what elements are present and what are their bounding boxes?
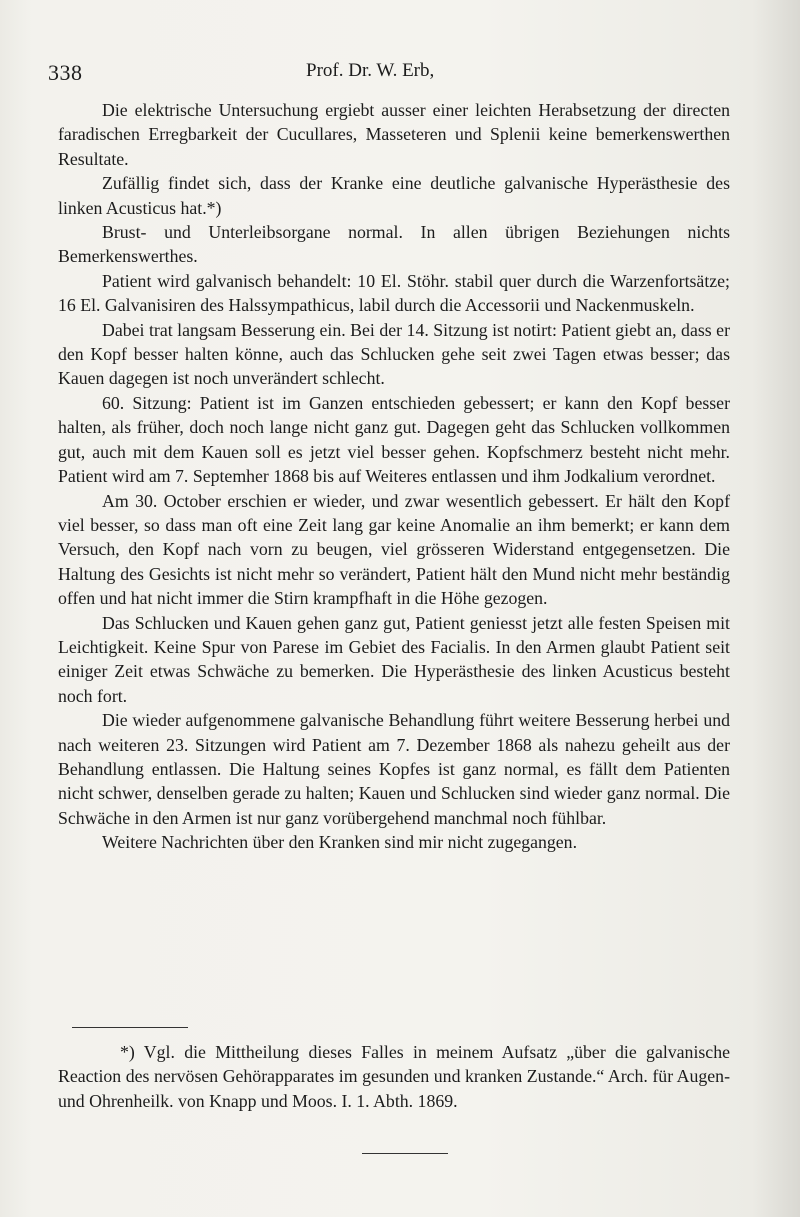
page-header (48, 60, 748, 90)
paragraph: Patient wird galvanisch behandelt: 10 El. Stöhr. stabil quer durch die Warzenfortsätze; 16 El. Galvanisiren des Halssympathicus, labil durch die Accessorii und Nackenmuskeln. (58, 270, 730, 316)
paragraph: Dabei trat langsam Besserung ein. Bei der 14. Sitzung ist notirt: Patient giebt an, dass er den Kopf besser halten könne, auch das Schlucken gehe seit zwei Tagen etwas besser; das Kauen dagegen ist noch unverändert schlecht. (58, 319, 730, 389)
page-number: 338 (48, 60, 83, 85)
running-head: Prof. Dr. W. Erb, (306, 60, 435, 81)
paragraph: Am 30. October erschien er wieder, und zwar wesentlich gebessert. Er hält den Kopf viel besser, so dass man oft eine Zeit lang gar keine Anomalie an ihm bemerkt; er kann dem Versuch, den Kopf nach vorn zu beugen, viel grösseren Widerstand entgegensetzen. Die Haltung des Gesichts ist nicht mehr so verändert, Patient hält den Mund nicht mehr beständig offen und hat nicht immer die Stirn krampfhaft in die Höhe gezogen. (58, 490, 730, 609)
paragraph: Die elektrische Untersuchung ergiebt ausser einer leichten Herabsetzung der directen faradischen Erregbarkeit der Cucullares, Masseteren und Splenii keine bemerkenswerthen Resultate. (58, 100, 730, 169)
paragraph: Zufällig findet sich, dass der Kranke eine deutliche galvanische Hyperästhesie des linken Acusticus hat.*) (58, 173, 730, 218)
paragraph: Das Schlucken und Kauen gehen ganz gut, Patient geniesst jetzt alle festen Speisen mit Leichtigkeit. Keine Spur von Parese im Gebiet des Facialis. In den Armen glaubt Patient seit einiger Zeit etwas Schwäche zu bemerken. Die Hyperästhesie des linken Acusticus besteht noch fort. (58, 612, 730, 706)
footnote-text: *) Vgl. die Mittheilung dieses Falles in meinem Aufsatz „über die galvanische Reaction des nervösen Gehörapparates im gesunden und kranken Zustande.“ Arch. für Augen- und Ohrenheilk. von Knapp und Moos. I. 1. Abth. 1869. (58, 1042, 730, 1111)
end-rule (362, 1153, 448, 1154)
body-text (58, 98, 730, 855)
paragraph: Die wieder aufgenommene galvanische Behandlung führt weitere Besserung herbei und nach weiteren 23. Sitzungen wird Patient am 7. Dezember 1868 als nahezu geheilt aus der Behandlung entlassen. Die Haltung seines Kopfes ist ganz normal, es fällt dem Patienten nicht schwer, denselben gerade zu halten; Kauen und Schlucken sind wieder ganz normal. Die Schwäche in den Armen ist nur ganz vorübergehend manchmal noch fühlbar. (58, 710, 730, 828)
paragraph: Weitere Nachrichten über den Kranken sind mir nicht zugegangen. (102, 832, 578, 853)
paragraph: Brust- und Unterleibsorgane normal. In allen übrigen Beziehungen nichts Bemerkenswerthes. (58, 222, 730, 267)
paragraph: 60. Sitzung: Patient ist im Ganzen entschieden gebessert; er kann den Kopf besser halten, als früher, doch noch lange nicht ganz gut. Dagegen geht das Schlucken vollkommen gut, auch mit dem Kauen soll es jetzt viel besser gehen. Kopfschmerz besteht nicht mehr. Patient wird am 7. Septemher 1868 bis auf Weiteres entlassen und ihm Jodkalium verordnet. (58, 392, 730, 487)
footnote (58, 1040, 730, 1113)
footnote-separator (72, 1027, 188, 1028)
